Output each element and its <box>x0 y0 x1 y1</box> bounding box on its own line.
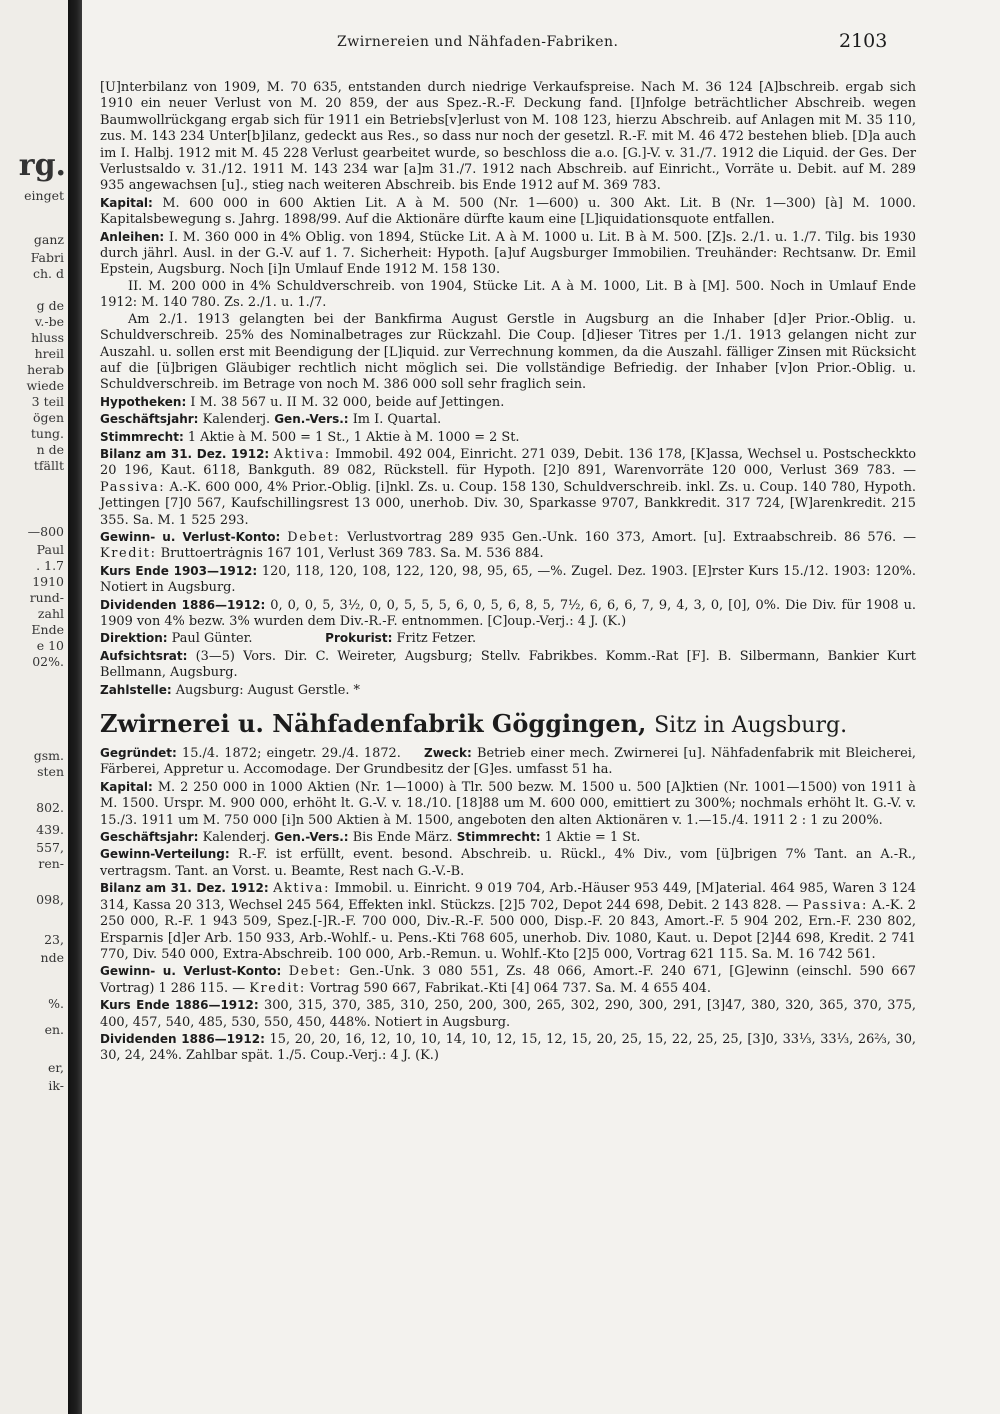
bonds-note-entry: Am 2./1. 1913 gelangten bei der Bankfirma August Gerstle in Augsburg an die Inhaber [d]er Prior.-Oblig. u. Schuldverschreib. 25% des Nominalbetrages zur Rückzahl. Die Coup. [d]ieser Titres per 1./1. 1913 gelangen nicht zur Auszahl. u. sollen erst mit Beendigung der [L]iquid. zur Verrechnung kommen, da die Auszahl. fälliger Zinsen mit Rücksicht auf die [ü]brigen Gläubiger rechtlich nicht möglich sei. Die vollständige Befriedig. der Inhaber [v]on Prior.-Oblig. u. Schuldverschreib. im Betrage von noch M. 386 000 soll sehr fraglich sein. <box>100 311 916 393</box>
left-fragment: rund- <box>29 590 64 605</box>
capital-text-2: M. 2 250 000 in 1000 Aktien (Nr. 1—1000) à Tlr. 500 bezw. M. 1500 u. 500 [A]ktien (Nr. 1001—1500) von 1911 à M. 1500. Urspr. M. 900 000, erhöht lt. G.-V. v. 18./10. [18]88 um M. 600 000, emittiert zu 300%; nochmals erhöht lt. G.-V. v. 15./3. 1911 um M. 750 000 [i]n 500 Aktien à M. 1500, angeboten den alten Aktionären v. 1.—15./4. 1911 2 : 1 zu 200%. <box>100 779 916 828</box>
paying-agent-entry <box>100 682 916 699</box>
voting-right-text: 1 Aktie à M. 500 = 1 St., 1 Aktie à M. 1000 = 2 St. <box>187 429 520 445</box>
running-title: Zwirnereien und Nähfaden-Fabriken. <box>337 34 619 50</box>
fiscal-year-label: Geschäftsjahr: <box>100 412 199 427</box>
left-fragment: Paul <box>36 542 64 557</box>
left-fragment: tfällt <box>33 458 64 473</box>
capital-label: Kapital: <box>100 195 153 210</box>
mortgages-label: Hypotheken: <box>100 394 187 409</box>
management-entry <box>100 630 916 647</box>
company-heading <box>100 709 916 741</box>
profit-distribution-text: R.-F. ist erfüllt, event. besond. Abschreib. u. Rückl., 4% Div., vom [ü]brigen 7% Tant. an A.-R., vertragsm. Tant. an Vorst. u. Beamte, Rest nach G.-V.-B. <box>100 847 916 879</box>
profit-distribution-label: Gewinn-Verteilung: <box>100 847 230 862</box>
left-fragment: ren- <box>38 856 64 871</box>
left-fragment: 23, <box>44 932 64 947</box>
book-gutter <box>68 0 82 1414</box>
left-fragment: tung. <box>30 426 64 441</box>
fiscal-year-text: Kalenderj. <box>202 412 271 428</box>
share-price-entry <box>100 563 916 597</box>
credit-text: Bruttoertrȧgnis 167 101, Verlust 369 783. Sa. M. 536 884. <box>160 546 544 562</box>
voting-right-text-2: 1 Aktie = 1 St. <box>544 830 641 846</box>
founded-entry <box>100 745 916 779</box>
dividends-label-2: Dividenden 1886—1912: <box>100 1031 265 1046</box>
bonds-label: Anleihen: <box>100 229 165 244</box>
assets-word: Aktiva: <box>273 446 331 462</box>
liabilities-word: Passiva: <box>100 479 166 495</box>
dividends-label: Dividenden 1886—1912: <box>100 597 266 612</box>
left-fragment: e 10 <box>36 638 64 653</box>
dividends-text: 0, 0, 0, 5, 3½, 0, 0, 5, 5, 5, 6, 0, 5, 6, 8, 5, 7½, 6, 6, 6, 7, 9, 4, 3, 0, [0], 0%. Die Div. für 1908 u. 1909 von 4% bezw. 3% wurden dem Div.-R.-F. entnommen. [C]oup.-Verj.: 4 J. (K.) <box>100 597 916 629</box>
left-fragment: 557, <box>36 840 64 855</box>
left-fragment: nde <box>40 950 64 965</box>
share-price-text: 120, 118, 120, 108, 122, 120, 98, 95, 65, —%. Zugel. Dez. 1903. [E]rster Kurs 15./12. 1903: 120%. Notiert in Augsburg. <box>100 563 916 596</box>
general-meeting-text: Im I. Quartal. <box>352 412 442 428</box>
left-fragment: hluss <box>31 330 64 345</box>
left-fragment: 802. <box>36 800 64 815</box>
left-fragment: —800 <box>27 524 64 539</box>
liabilities-text-2: A.-K. 2 250 000, R.-F. 1 943 509, Spez.[-]R.-F. 700 000, Div.-R.-F. 500 000, Disp.-F. 20 843, Amort.-F. 5 904 202, Ern.-F. 230 802, Ersparnis [d]er Arb. 150 933, Arb.-Wohlf.- u. Pens.-Kti 768 605, unerhob. Div. 1080, Kaut. u. Depot [2]44 698, Kredit. 2 741 770, Div. 540 000, Extra-Abschreib. 100 000, Arb.-Remun. u. Wohlf.-Kto [2]5 000, Vortrag 621 115. Sa. M. 16 742 561. <box>100 897 916 962</box>
left-fragment: Ende <box>31 622 64 637</box>
founded-label: Gegründet: <box>100 746 177 761</box>
voting-right-label: Stimmrecht: <box>100 429 184 444</box>
page-number: 2103 <box>839 30 888 52</box>
fiscal-year-entry <box>100 411 916 428</box>
voting-right-label-2: Stimmrecht: <box>456 830 541 845</box>
left-fragment: ik- <box>48 1078 64 1093</box>
general-meeting-text-2: Bis Ende März. <box>352 830 453 846</box>
left-fragment: sten <box>37 764 64 779</box>
founded-text: 15./4. 1872; eingetr. 29./4. 1872. <box>182 746 401 762</box>
credit-word-2: Kredit: <box>249 980 306 996</box>
assets-word-2: Aktiva: <box>273 881 331 897</box>
left-fragment: 439. <box>36 822 64 837</box>
share-price-entry-2 <box>100 997 916 1031</box>
credit-text-2: Vortrag 590 667, Fabrikat.-Kti [4] 064 737. Sa. M. 4 655 404. <box>309 980 711 996</box>
fiscal-year-label-2: Geschäftsjahr: <box>100 830 199 845</box>
profit-loss-label: Gewinn- u. Verlust-Konto: <box>100 529 281 544</box>
page-content <box>100 80 916 1065</box>
purpose-label: Zweck: <box>424 746 472 761</box>
liquidation-history: [U]nterbilanz von 1909, M. 70 635, entstanden durch niedrige Verkaufspreise. Nach M. 36 124 [A]bschreib. ergab sich 1910 ein neuer Verlust von M. 20 859, der aus Spez.-R.-F. Deckung fand. [I]nfolge beträchtlicher Abschreib. wegen Baumwollrückgang ergab sich für 1911 ein Betriebs[v]erlust von M. 108 123, hierzu Abschreib. auf Anlagen mit M. 35 110, zus. M. 143 234 Unter[b]ilanz, gedeckt aus Res., so dass nur noch der gesetzl. R.-F. mit M. 46 472 bestehen blieb. [D]a auch im I. Halbj. 1912 mit M. 45 228 Verlust gearbeitet wurde, so beschloss die a.o. [G.]-V. v. 31./7. 1912 die Liquid. der Ges. Der Verlustsaldo v. 31./12. 1911 M. 143 234 war [a]m 31./7. 1912 nach Abschreib. auf Einricht., Vorräte u. Debit. auf M. 289 935 angewachsen [u]., stieg nach weiteren Abschreib. bis Ende 1912 auf M. 369 783. <box>100 80 916 194</box>
capital-label-2: Kapital: <box>100 779 153 794</box>
share-price-label-2: Kurs Ende 1886—1912: <box>100 998 259 1013</box>
balance-sheet-entry-2 <box>100 880 916 963</box>
left-fragment: 098, <box>36 892 64 907</box>
left-fragment: Fabri <box>30 250 64 265</box>
management-text: Paul Günter. <box>171 631 253 647</box>
left-fragment: 02%. <box>32 654 64 669</box>
supervisory-board-label: Aufsichtsrat: <box>100 648 188 663</box>
left-fragment: g de <box>36 298 64 313</box>
supervisory-board-entry <box>100 648 916 682</box>
left-fragment: zahl <box>37 606 64 621</box>
dividends-text-2: 15, 20, 20, 16, 12, 10, 10, 14, 10, 12, 15, 12, 15, 20, 25, 15, 22, 25, 25, [3]0, 33⅓, 33⅓, 26⅔, 30, 30, 24, 24%. Zahlbar spät. 1./5. Coup.-Verj.: 4 J. (K.) <box>100 1031 917 1064</box>
dividends-entry-2 <box>100 1031 916 1065</box>
procurator-label: Prokurist: <box>325 631 393 646</box>
general-meeting-label: Gen.-Vers.: <box>274 412 349 427</box>
paying-agent-label: Zahlstelle: <box>100 682 172 697</box>
capital-text: M. 600 000 in 600 Aktien Lit. A à M. 500 (Nr. 1—600) u. 300 Akt. Lit. B (Nr. 1—300) [à] M. 1000. Kapitalsbewegung s. Jahrg. 1898/99. Auf die Aktionäre dürfte kaum eine [L]iquidationsquote entfallen. <box>100 195 916 228</box>
left-fragment: gsm. <box>33 748 64 763</box>
fiscal-year-entry-2 <box>100 829 916 846</box>
left-fragment: ch. d <box>33 266 64 281</box>
left-fragment: herab <box>27 362 64 377</box>
mortgages-entry <box>100 394 916 411</box>
assets-text-2: Immobil. u. Einricht. 9 019 704, Arb.-Häuser 953 449, [M]aterial. 464 985, Waren 3 124 314, Kassa 20 313, Wechsel 245 564, Effekten inkl. Stückzs. [2]5 702, Depot 244 698, Debit. 2 143 828. — <box>100 881 916 913</box>
profit-loss-entry-2 <box>100 963 916 997</box>
profit-loss-label-2: Gewinn- u. Verlust-Konto: <box>100 964 282 979</box>
balance-sheet-label-2: Bilanz am 31. Dez. 1912: <box>100 881 269 896</box>
left-fragment: v.-be <box>34 314 64 329</box>
left-fragment: ögen <box>33 410 64 425</box>
balance-sheet-entry <box>100 446 916 529</box>
share-price-text-2: 300, 315, 370, 385, 310, 250, 200, 300, 265, 302, 290, 300, 291, [3]47, 380, 320, 365, 370, 375, 400, 457, 540, 485, 530, 550, 450, 448%. Notiert in Augsburg. <box>100 998 916 1030</box>
assets-text: Immobil. 492 004, Einricht. 271 039, Debit. 136 178, [K]assa, Wechsel u. Postscheckkto 20 196, Kaut. 6118, Bankguth. 89 082, Rückstell. für Hypoth. [2]0 891, Warenvorräte 120 000, Verlust 369 783. — <box>100 446 916 479</box>
procurator-text: Fritz Fetzer. <box>396 631 477 647</box>
left-fragment: %. <box>48 996 64 1011</box>
left-fragment: en. <box>44 1022 64 1037</box>
capital-entry <box>100 195 916 229</box>
capital-entry-2 <box>100 779 916 829</box>
debit-text-2: Gen.-Unk. 3 080 551, Zs. 48 066, Amort.-F. 240 671, [G]ewinn (einschl. 590 667 Vortrag) 1 286 115. — <box>100 964 916 996</box>
left-fragment: rg. <box>18 148 66 183</box>
fiscal-year-text-2: Kalenderj. <box>202 830 271 846</box>
book-page <box>82 0 1000 1414</box>
left-fragment: n de <box>36 442 64 457</box>
voting-right-entry <box>100 429 916 446</box>
left-fragment: ganz <box>33 232 64 247</box>
left-fragment: einget <box>24 188 64 203</box>
previous-page-strip <box>0 0 68 1414</box>
debit-word: Debet: <box>287 529 341 545</box>
left-fragment: er, <box>48 1060 64 1075</box>
company-name: Zwirnerei u. Nähfadenfabrik Göggingen, <box>100 709 647 739</box>
management-label: Direktion: <box>100 631 168 646</box>
bonds-text: I. M. 360 000 in 4% Oblig. von 1894, Stücke Lit. A à M. 1000 u. Lit. B à M. 500. [Z]s. 2./1. u. 1./7. Tilg. bis 1930 durch jährl. Ausl. in der G.-V. auf 1. 7. Sicherheit: Hypoth. [a]uf Augsburger Immobilien. Treuhänder: Rechtsanw. Dr. Emil Epstein, Augsburg. Noch [i]n Umlauf Ende 1912 M. 158 130. <box>100 229 916 278</box>
left-fragment: wiede <box>26 378 64 393</box>
general-meeting-label-2: Gen.-Vers.: <box>274 830 349 845</box>
left-fragment: 3 teil <box>31 394 64 409</box>
supervisory-board-text: (3—5) Vors. Dir. C. Weireter, Augsburg; Stellv. Fabrikbes. Komm.-Rat [F]. B. Silbermann, Bankier Kurt Bellmann, Augsburg. <box>100 648 916 681</box>
debit-text: Verlustvortrag 289 935 Gen.-Unk. 160 373, Amort. [u]. Extraabschreib. 86 576. — <box>347 529 916 545</box>
page-header <box>82 30 1000 58</box>
debit-word-2: Debet: <box>288 964 342 980</box>
bonds-ii-entry: II. M. 200 000 in 4% Schuldverschreib. von 1904, Stücke Lit. A à M. 1000, Lit. B à [M]. 500. Noch in Umlauf Ende 1912: M. 140 780. Zs. 2./1. u. 1./7. <box>100 278 916 311</box>
dividends-entry <box>100 597 916 631</box>
liabilities-word-2: Passiva: <box>802 897 868 913</box>
profit-loss-entry <box>100 529 916 563</box>
profit-distribution-entry <box>100 846 916 880</box>
paying-agent-text: Augsburg: August Gerstle. * <box>175 682 360 698</box>
balance-sheet-label: Bilanz am 31. Dez. 1912: <box>100 446 270 461</box>
left-fragment: . 1.7 <box>36 558 64 573</box>
company-seat: Sitz in Augsburg. <box>654 713 848 739</box>
purpose-text: Betrieb einer mech. Zwirnerei [u]. Nähfadenfabrik mit Bleicherei, Färberei, Appretur u. Accomodage. Der Grundbesitz der [G]es. umfasst 51 ha. <box>100 746 916 778</box>
mortgages-text: I M. 38 567 u. II M. 32 000, beide auf Jettingen. <box>190 394 505 410</box>
bonds-entry <box>100 229 916 279</box>
credit-word: Kredit: <box>100 546 157 562</box>
left-fragment: 1910 <box>32 574 64 589</box>
liabilities-text: A.-K. 600 000, 4% Prior.-Oblig. [i]nkl. Zs. u. Coup. 158 130, Schuldverschreib. inkl. Zs. u. Coup. 140 780, Hypoth. Jettingen [7]0 567, Kaufschillingsrest 13 000, unerhob. Div. 30, Sparkasse 9707, Bankkredit. 317 724, [W]arenkredit. 215 355. Sa. M. 1 525 293. <box>100 479 916 528</box>
share-price-label: Kurs Ende 1903—1912: <box>100 563 258 578</box>
left-fragment: hreil <box>34 346 64 361</box>
